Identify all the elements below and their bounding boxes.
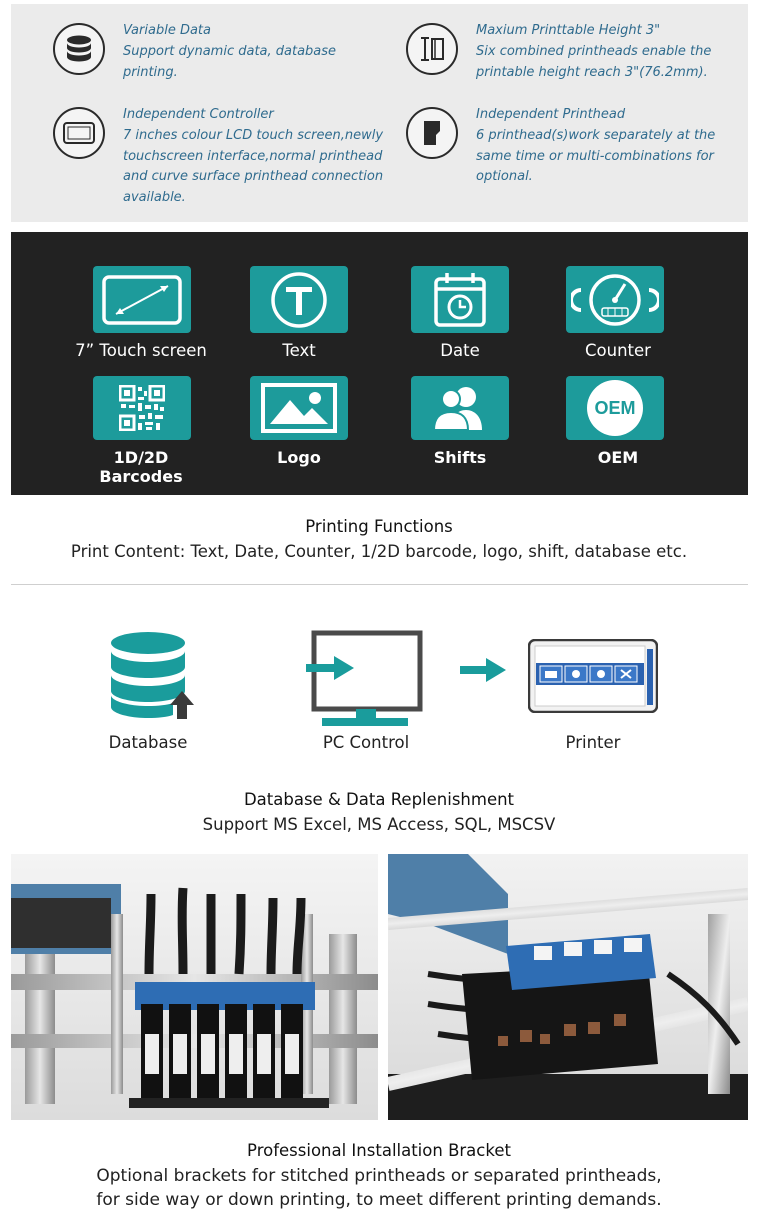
section-subtitle: Support MS Excel, MS Access, SQL, MSCSV — [202, 815, 556, 834]
function-label: Counter — [585, 341, 651, 360]
section-title: Printing Functions — [305, 517, 453, 536]
section-line: Optional brackets for stitched printheads or separated printheads, — [96, 1166, 662, 1186]
users-icon — [411, 376, 509, 440]
features-panel — [11, 4, 748, 222]
feature-line: and curve surface printhead connection — [123, 169, 384, 185]
feature-text — [476, 105, 746, 188]
feature-line: same time or multi-combinations for — [476, 148, 714, 164]
section-title: Database & Data Replenishment — [243, 790, 515, 809]
bracket-photo-side-printing — [388, 854, 748, 1120]
monitor-icon — [306, 630, 424, 732]
feature-title: Independent Printhead — [476, 107, 626, 122]
feature-line: optional. — [476, 169, 533, 185]
arrow-right-icon — [460, 656, 508, 688]
image-icon — [250, 376, 348, 440]
oem-icon — [566, 376, 664, 440]
feature-line: 6 printhead(s)work separately at the — [476, 127, 716, 143]
function-label: Logo — [277, 448, 321, 467]
section-subtitle: Print Content: Text, Date, Counter, 1/2D barcode, logo, shift, database etc. — [70, 542, 688, 561]
text-icon — [250, 266, 348, 333]
section-line: for side way or down printing, to meet different printing demands. — [96, 1190, 662, 1210]
feature-line: Support dynamic data, database — [123, 43, 337, 59]
divider — [11, 584, 748, 585]
feature-line: printing. — [123, 64, 178, 80]
oem-badge: OEM — [594, 397, 636, 418]
feature-line: touchscreen interface,normal printhead — [123, 148, 383, 164]
printing-functions-panel — [11, 232, 748, 495]
flow-label-database: Database — [108, 733, 188, 752]
feature-text — [123, 105, 393, 209]
function-label: Date — [440, 341, 480, 360]
bracket-photo-down-printing — [11, 854, 378, 1120]
feature-text — [476, 21, 746, 83]
installation-caption — [0, 1141, 758, 1210]
printing-functions-caption — [0, 517, 758, 561]
printhead-icon — [406, 107, 458, 159]
feature-title: Variable Data — [123, 23, 211, 38]
database-upload-icon — [110, 631, 196, 725]
database-caption — [0, 790, 758, 834]
function-label: OEM — [597, 448, 639, 467]
flow-label-printer: Printer — [565, 733, 621, 752]
function-label: 1D/2D Barcodes — [99, 448, 183, 486]
flow-label-pc-control: PC Control — [322, 733, 410, 752]
qr-code-icon — [93, 376, 191, 440]
database-icon — [53, 23, 105, 75]
controller-screen-icon — [53, 107, 105, 159]
calendar-clock-icon — [411, 266, 509, 333]
function-label: 7” Touch screen — [75, 341, 207, 360]
feature-title: Independent Controller — [123, 107, 274, 122]
feature-line: Six combined printheads enable the — [476, 43, 712, 59]
function-label: Text — [282, 341, 316, 360]
function-label: Shifts — [433, 448, 487, 467]
printable-height-icon — [406, 23, 458, 75]
section-title: Professional Installation Bracket — [247, 1141, 511, 1160]
feature-line: available. — [123, 190, 186, 206]
feature-line: 7 inches colour LCD touch screen,newly — [123, 127, 384, 143]
feature-title: Maxium Printtable Height 3" — [476, 23, 661, 38]
feature-text — [123, 21, 393, 83]
counter-icon — [566, 266, 664, 333]
printer-screen-icon — [528, 639, 658, 717]
touch-screen-icon — [93, 266, 191, 333]
feature-line: printable height reach 3"(76.2mm). — [476, 64, 708, 80]
